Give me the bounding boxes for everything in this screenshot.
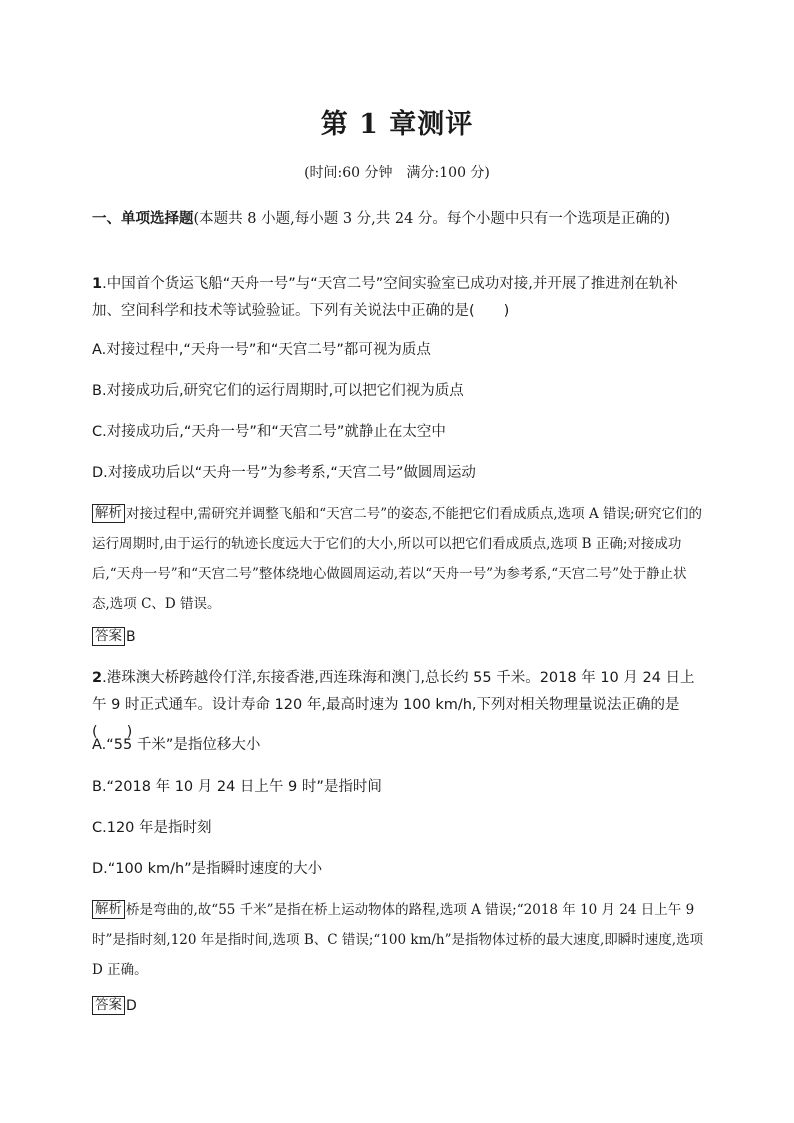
question-2-option-a: A.“55 千米”是指位移大小	[92, 737, 261, 753]
question-2-option-c: C.120 年是指时刻	[92, 820, 212, 836]
analysis-text: 桥是弯曲的,故“55 千米”是指在桥上运动物体的路程,选项 A 错误;“2018 年 10 月 24 日上午 9 时”是指时刻,120 年是指时间,选项 B、C 错误;“100 km/h”是指物体过桥的最大速度,即瞬时速度,选项 D 正确。	[92, 902, 704, 978]
section-description: (本题共 8 小题,每小题 3 分,共 24 分。每个小题中只有一个选项是正确的)	[193, 211, 671, 227]
question-1-answer	[92, 627, 136, 647]
answer-value: D	[126, 998, 137, 1014]
question-2-stem	[92, 665, 704, 746]
question-2-analysis	[92, 895, 704, 985]
question-2-option-d: D.“100 km/h”是指瞬时速度的大小	[92, 861, 323, 877]
question-1-option-b: B.对接成功后,研究它们的运行周期时,可以把它们视为质点	[92, 383, 464, 399]
analysis-text: 对接过程中,需研究并调整飞船和“天宫二号”的姿态,不能把它们看成质点,选项 A 错误;研究它们的运行周期时,由于运行的轨迹长度远大于它们的大小,所以可以把它们看成质点,选项 B 正确;对接成功后,“天舟一号”和“天宫二号”整体绕地心做圆周运动,若以“天舟一号”为参考系,“天宫二号”处于静止状态,选项 C、D 错误。	[92, 506, 703, 612]
analysis-tag: 解析	[92, 504, 125, 523]
question-number: 1	[92, 276, 103, 292]
question-2-option-b: B.“2018 年 10 月 24 日上午 9 时”是指时间	[92, 779, 382, 795]
analysis-tag: 解析	[92, 900, 125, 919]
answer-tag: 答案	[92, 627, 125, 646]
exam-info: (时间:60 分钟 满分:100 分)	[304, 165, 490, 181]
question-text: .中国首个货运飞船“天舟一号”与“天宫二号”空间实验室已成功对接,并开展了推进剂在轨补加、空间科学和技术等试验验证。下列有关说法中正确的是( )	[92, 276, 678, 319]
page-title: 第 1 章测评	[320, 109, 474, 140]
question-1-stem	[92, 271, 704, 325]
question-2-answer	[92, 996, 137, 1016]
question-1-analysis	[92, 499, 704, 619]
section-title: 一、单项选择题	[92, 210, 194, 227]
answer-value: B	[126, 629, 136, 645]
question-number: 2	[92, 670, 103, 686]
question-1-option-d: D.对接成功后以“天舟一号”为参考系,“天宫二号”做圆周运动	[92, 465, 476, 481]
question-1-option-c: C.对接成功后,“天舟一号”和“天宫二号”就静止在太空中	[92, 424, 446, 440]
answer-tag: 答案	[92, 996, 125, 1015]
section-heading	[92, 205, 704, 233]
question-text: .港珠澳大桥跨越伶仃洋,东接香港,西连珠海和澳门,总长约 55 千米。2018 年 10 月 24 日上午 9 时正式通车。设计寿命 120 年,最高时速为 100 km/h,下列对相关物理量说法正确的是( )	[92, 670, 695, 740]
question-1-option-a: A.对接过程中,“天舟一号”和“天宫二号”都可视为质点	[92, 342, 431, 358]
